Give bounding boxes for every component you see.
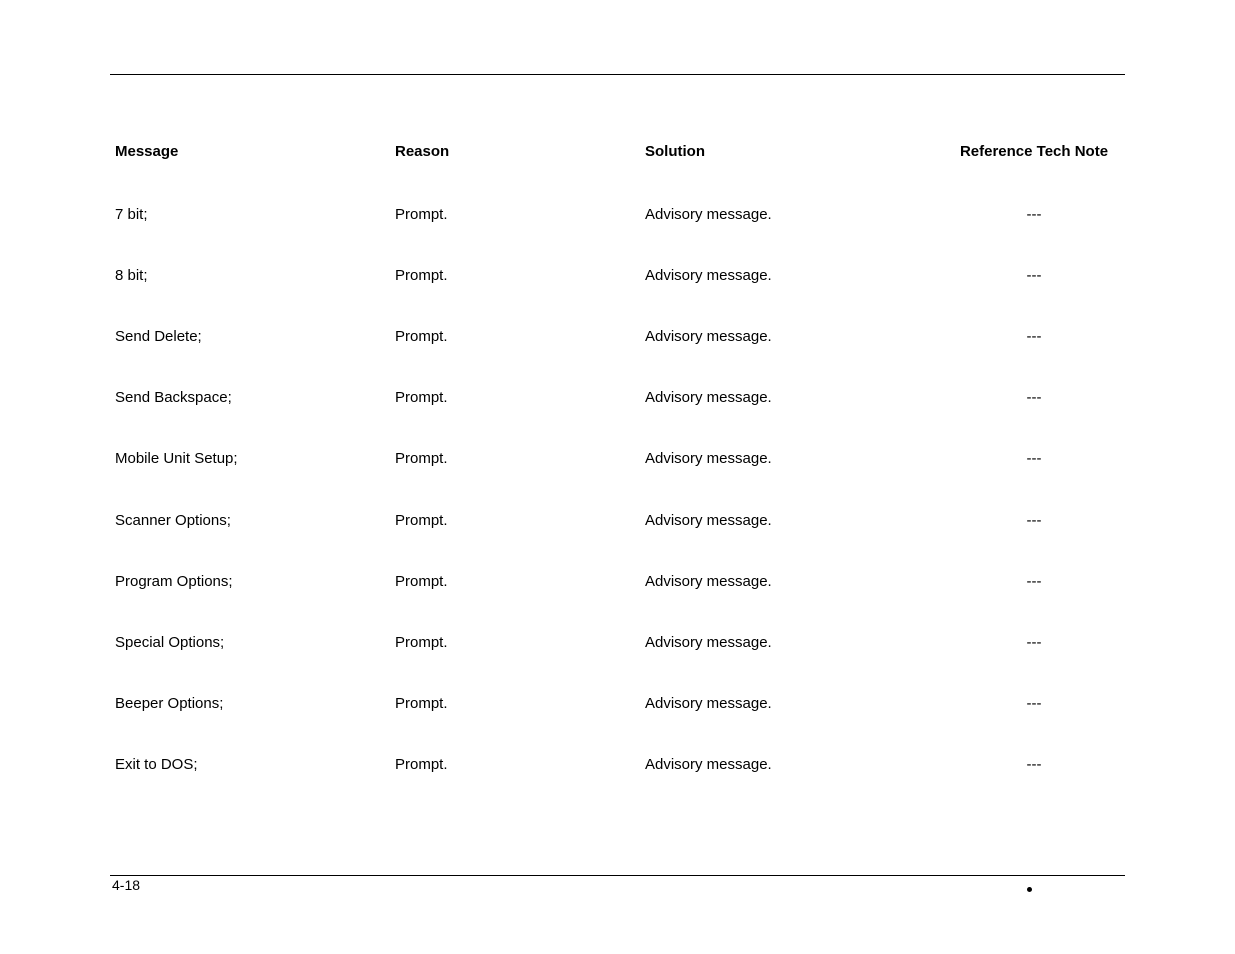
cell-solution: Advisory message.	[645, 389, 772, 407]
cell-reference: ---	[1026, 511, 1042, 529]
cell-solution: Advisory message.	[645, 266, 772, 284]
cell-reference: ---	[1026, 695, 1042, 713]
cell-message: 7 bit;	[115, 205, 148, 223]
cell-reference: ---	[1026, 266, 1042, 284]
column-header-message: Message	[115, 142, 179, 160]
cell-solution: Advisory message.	[645, 511, 772, 529]
cell-reason: Prompt.	[395, 695, 448, 713]
footer-rule	[110, 875, 1125, 876]
cell-solution: Advisory message.	[645, 756, 772, 774]
cell-solution: Advisory message.	[645, 572, 772, 590]
cell-reference: ---	[1026, 389, 1042, 407]
table-row	[110, 551, 1125, 612]
table-row	[110, 306, 1125, 367]
table-row	[110, 735, 1125, 796]
cell-reason: Prompt.	[395, 327, 448, 345]
table-row	[110, 612, 1125, 673]
cell-reference: ---	[1026, 327, 1042, 345]
table-header-row	[110, 130, 1125, 173]
cell-reference: ---	[1026, 633, 1042, 651]
cell-solution: Advisory message.	[645, 327, 772, 345]
header-rule	[110, 74, 1125, 75]
cell-message: Special Options;	[115, 633, 225, 651]
cell-reason: Prompt.	[395, 389, 448, 407]
message-table	[110, 130, 1125, 796]
column-header-reason: Reason	[395, 142, 450, 160]
cell-reason: Prompt.	[395, 511, 448, 529]
table-row	[110, 184, 1125, 245]
cell-message: Exit to DOS;	[115, 756, 198, 774]
cell-reason: Prompt.	[395, 205, 448, 223]
cell-reason: Prompt.	[395, 572, 448, 590]
cell-message: 8 bit;	[115, 266, 148, 284]
header-spacer	[110, 173, 1125, 184]
cell-solution: Advisory message.	[645, 633, 772, 651]
cell-message: Send Delete;	[115, 327, 202, 345]
cell-reason: Prompt.	[395, 756, 448, 774]
table-row	[110, 429, 1125, 490]
cell-solution: Advisory message.	[645, 205, 772, 223]
table-row	[110, 674, 1125, 735]
cell-reference: ---	[1026, 205, 1042, 223]
cell-message: Program Options;	[115, 572, 233, 590]
column-header-solution: Solution	[645, 142, 705, 160]
cell-message: Beeper Options;	[115, 695, 224, 713]
cell-reference: ---	[1026, 450, 1042, 468]
table-row	[110, 490, 1125, 551]
cell-reference: ---	[1026, 572, 1042, 590]
cell-reference: ---	[1026, 756, 1042, 774]
cell-solution: Advisory message.	[645, 450, 772, 468]
cell-reason: Prompt.	[395, 266, 448, 284]
cell-reason: Prompt.	[395, 450, 448, 468]
table-row	[110, 368, 1125, 429]
table-row	[110, 245, 1125, 306]
page-number: 4-18	[112, 877, 141, 893]
cell-reason: Prompt.	[395, 633, 448, 651]
column-header-reference: Reference Tech Note	[959, 142, 1109, 160]
cell-solution: Advisory message.	[645, 695, 772, 713]
cell-message: Mobile Unit Setup;	[115, 450, 238, 468]
cell-message: Send Backspace;	[115, 389, 232, 407]
cell-message: Scanner Options;	[115, 511, 231, 529]
bullet-icon	[1027, 887, 1032, 892]
